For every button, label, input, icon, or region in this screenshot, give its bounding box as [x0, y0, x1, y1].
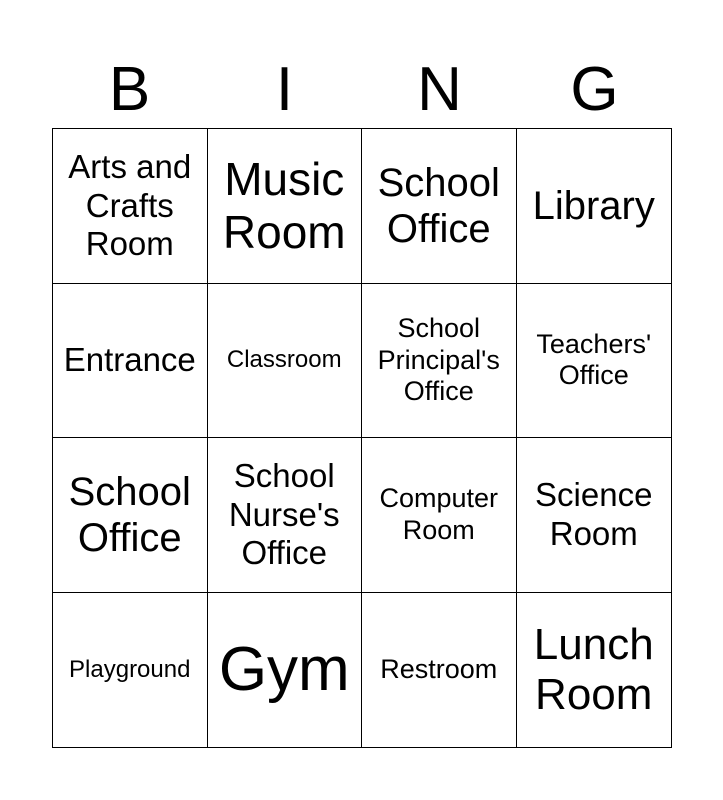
cell-label: Lunch Room: [533, 620, 654, 719]
bingo-cell-3-1[interactable]: [53, 438, 208, 593]
bingo-header: [52, 52, 672, 128]
bingo-cell-1-3[interactable]: [362, 129, 517, 284]
bingo-cell-2-2[interactable]: [208, 284, 363, 439]
cell-label: School Office: [68, 469, 191, 560]
cell-label: Library: [532, 183, 655, 228]
bingo-cell-1-2[interactable]: [208, 129, 363, 284]
bingo-cell-4-4[interactable]: [517, 593, 672, 748]
bingo-cell-3-4[interactable]: [517, 438, 672, 593]
bingo-cell-4-2[interactable]: [208, 593, 363, 748]
cell-label: Restroom: [380, 654, 498, 685]
bingo-cell-3-3[interactable]: [362, 438, 517, 593]
bingo-cell-1-1[interactable]: [53, 129, 208, 284]
cell-label: Science Room: [535, 476, 653, 552]
cell-label: Playground: [69, 655, 191, 683]
cell-label: Computer Room: [379, 483, 499, 545]
bingo-card-grid: [52, 128, 672, 748]
bingo-cell-2-3[interactable]: [362, 284, 517, 439]
cell-label: Music Room: [222, 152, 346, 258]
cell-label: School Nurse's Office: [228, 457, 340, 571]
bingo-cell-2-4[interactable]: [517, 284, 672, 439]
header-letter-b: B: [108, 55, 151, 124]
bingo-cell-2-1[interactable]: [53, 284, 208, 439]
cell-label: Teachers' Office: [536, 328, 652, 391]
bingo-cell-4-3[interactable]: [362, 593, 517, 748]
cell-label: Classroom: [226, 346, 342, 374]
header-letter-i: I: [275, 55, 294, 124]
cell-label: Entrance: [63, 341, 196, 379]
header-letter-n: N: [417, 55, 462, 124]
header-letter-g: G: [570, 55, 619, 124]
cell-label: Gym: [218, 634, 350, 704]
bingo-cell-4-1[interactable]: [53, 593, 208, 748]
cell-label: School Principal's Office: [377, 313, 500, 406]
cell-label: Arts and Crafts Room: [68, 148, 192, 262]
bingo-cell-3-2[interactable]: [208, 438, 363, 593]
cell-label: School Office: [377, 160, 500, 251]
bingo-cell-1-4[interactable]: [517, 129, 672, 284]
